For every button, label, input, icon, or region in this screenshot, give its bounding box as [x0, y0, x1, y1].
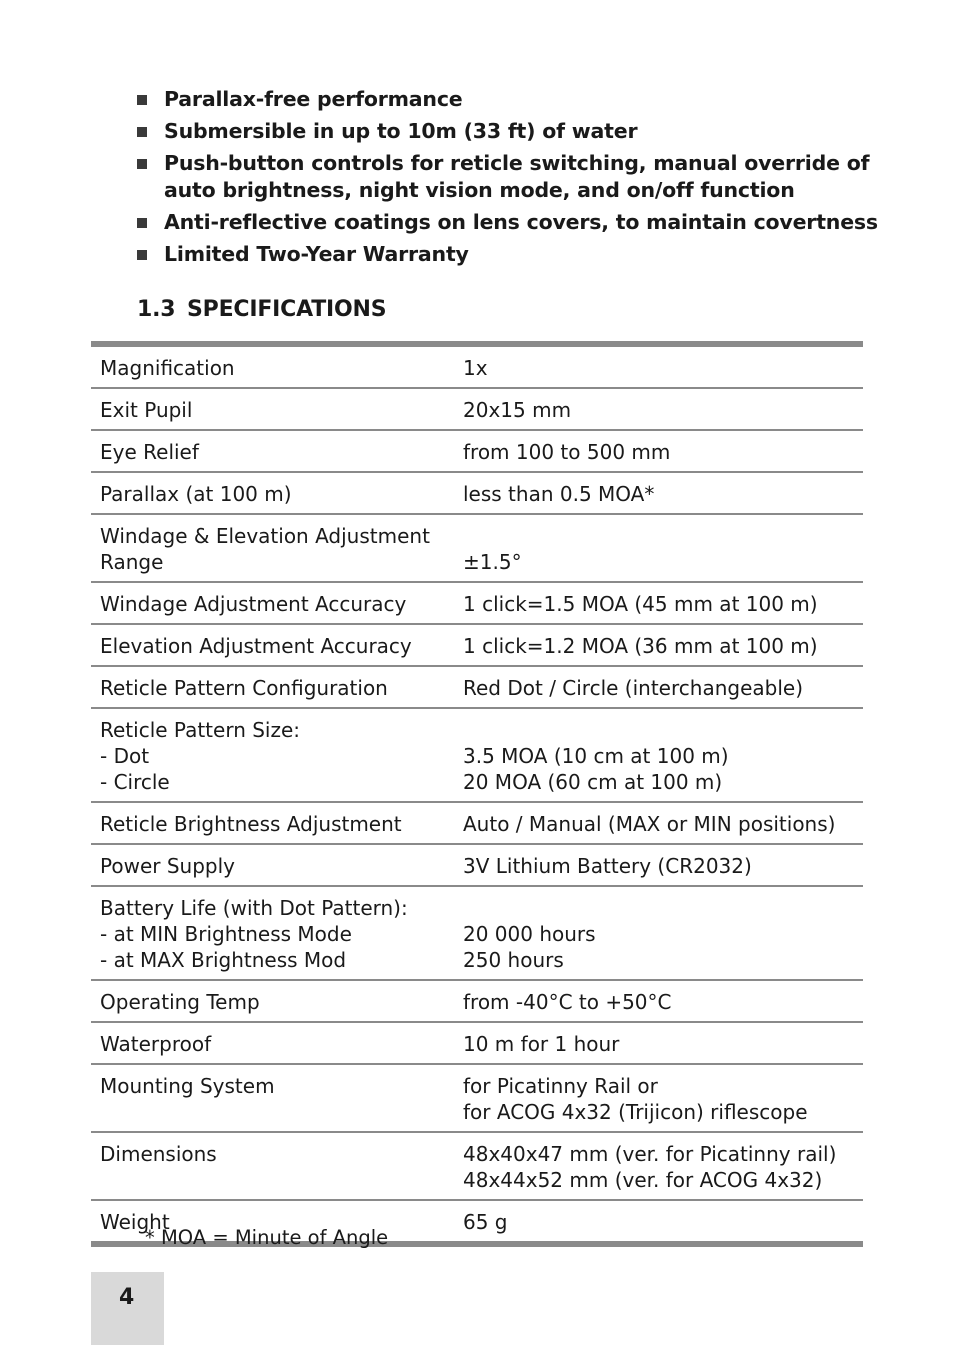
- table-row: [91, 886, 863, 980]
- spec-value-cell: [454, 430, 863, 472]
- feature-text: Push-button controls for reticle switching, manual override of: [164, 151, 870, 175]
- page-number-box: [91, 1272, 164, 1345]
- section-title: SPECIFICATIONS: [187, 297, 387, 322]
- spec-value: 250 hours: [463, 948, 564, 972]
- spec-value: 3.5 MOA (10 cm at 100 m): [463, 744, 729, 768]
- spec-label: Weight: [100, 1210, 170, 1234]
- spec-label: Reticle Brightness Adjustment: [100, 812, 402, 836]
- spec-label-cell: [91, 708, 454, 802]
- feature-text: Submersible in up to 10m (33 ft) of water: [164, 119, 638, 143]
- spec-label: Dimensions: [100, 1142, 217, 1166]
- bullet-square-icon: [137, 127, 147, 137]
- bullet-square-icon: [137, 95, 147, 105]
- spec-value-cell: [454, 344, 863, 388]
- feature-text: auto brightness, night vision mode, and on/off function: [164, 178, 795, 202]
- spec-label: Battery Life (with Dot Pattern):: [100, 896, 408, 920]
- spec-value: less than 0.5 MOA*: [463, 482, 655, 506]
- spec-value: 1 click=1.5 MOA (45 mm at 100 m): [463, 592, 818, 616]
- bullet-square-icon: [137, 218, 147, 228]
- spec-value-cell: [454, 1064, 863, 1132]
- table-row: [91, 514, 863, 582]
- spec-label: Eye Relief: [100, 440, 199, 464]
- feature-item: [137, 209, 878, 236]
- spec-value: Red Dot / Circle (interchangeable): [463, 676, 803, 700]
- table-row: [91, 388, 863, 430]
- spec-value-cell: [454, 624, 863, 666]
- spec-label: Reticle Pattern Size:: [100, 718, 301, 742]
- spec-label-cell: [91, 886, 454, 980]
- spec-label-cell: [91, 980, 454, 1022]
- spec-label: Windage & Elevation Adjustment: [100, 524, 430, 548]
- spec-label: - Dot: [100, 744, 150, 768]
- spec-value-cell: [454, 980, 863, 1022]
- spec-label: - at MAX Brightness Mod: [100, 948, 347, 972]
- spec-value-cell: [454, 708, 863, 802]
- feature-list: [137, 86, 878, 273]
- spec-value: 48x44x52 mm (ver. for ACOG 4x32): [463, 1168, 823, 1192]
- spec-label-cell: [91, 1022, 454, 1064]
- spec-value-cell: [454, 472, 863, 514]
- spec-label-cell: [91, 802, 454, 844]
- spec-value: 48x40x47 mm (ver. for Picatinny rail): [463, 1142, 837, 1166]
- feature-item: [137, 150, 870, 204]
- feature-text: Parallax-free performance: [164, 87, 463, 111]
- table-row: [91, 624, 863, 666]
- spec-value-cell: [454, 514, 863, 582]
- spec-value: 1x: [463, 356, 488, 380]
- table-row: [91, 980, 863, 1022]
- spec-value: 20 MOA (60 cm at 100 m): [463, 770, 723, 794]
- spec-label: Magnification: [100, 356, 235, 380]
- spec-label-cell: [91, 388, 454, 430]
- section-heading: [137, 296, 386, 324]
- spec-label-cell: [91, 514, 454, 582]
- spec-value: from -40°C to +50°C: [463, 990, 672, 1014]
- table-row: [91, 1022, 863, 1064]
- spec-value: 20x15 mm: [463, 398, 572, 422]
- spec-value: 65 g: [463, 1210, 508, 1234]
- spec-value-cell: [454, 1200, 863, 1244]
- spec-label-cell: [91, 344, 454, 388]
- table-row: [91, 666, 863, 708]
- spec-value: 1 click=1.2 MOA (36 mm at 100 m): [463, 634, 818, 658]
- spec-label-cell: [91, 1064, 454, 1132]
- spec-label-cell: [91, 472, 454, 514]
- spec-value-cell: [454, 1022, 863, 1064]
- spec-label: Mounting System: [100, 1074, 275, 1098]
- spec-label: Reticle Pattern Configuration: [100, 676, 388, 700]
- bullet-square-icon: [137, 159, 147, 169]
- table-row: [91, 1064, 863, 1132]
- table-row: [91, 844, 863, 886]
- spec-value: 20 000 hours: [463, 922, 596, 946]
- spec-label: Windage Adjustment Accuracy: [100, 592, 407, 616]
- specifications-table: [91, 341, 863, 1247]
- spec-value: 3V Lithium Battery (CR2032): [463, 854, 752, 878]
- spec-value-cell: [454, 582, 863, 624]
- table-row: [91, 802, 863, 844]
- specifications-table-body: [91, 344, 863, 1244]
- spec-label: Power Supply: [100, 854, 235, 878]
- feature-item: [137, 86, 867, 113]
- spec-value-cell: [454, 844, 863, 886]
- spec-label-cell: [91, 1132, 454, 1200]
- spec-label: Parallax (at 100 m): [100, 482, 292, 506]
- spec-value-cell: [454, 1132, 863, 1200]
- spec-value-cell: [454, 802, 863, 844]
- spec-label-cell: [91, 666, 454, 708]
- page-number: 4: [119, 1285, 135, 1310]
- table-row: [91, 708, 863, 802]
- spec-label: Operating Temp: [100, 990, 260, 1014]
- spec-value-cell: [454, 388, 863, 430]
- spec-label: Elevation Adjustment Accuracy: [100, 634, 412, 658]
- spec-label: Range: [100, 550, 164, 574]
- spec-value: ±1.5°: [463, 550, 522, 574]
- spec-label: - Circle: [100, 770, 170, 794]
- spec-label: Exit Pupil: [100, 398, 193, 422]
- table-row: [91, 582, 863, 624]
- spec-label: Waterproof: [100, 1032, 212, 1056]
- section-number: 1.3: [137, 297, 176, 322]
- spec-value: for ACOG 4x32 (Trijicon) riflescope: [463, 1100, 808, 1124]
- spec-value-cell: [454, 886, 863, 980]
- spec-value: Auto / Manual (MAX or MIN positions): [463, 812, 836, 836]
- spec-label-cell: [91, 430, 454, 472]
- table-row: [91, 344, 863, 388]
- spec-label-cell: [91, 624, 454, 666]
- feature-text: Limited Two-Year Warranty: [164, 242, 469, 266]
- table-row: [91, 472, 863, 514]
- spec-value-cell: [454, 666, 863, 708]
- footnote: * MOA = Minute of Angle: [145, 1226, 389, 1249]
- spec-label-cell: [91, 582, 454, 624]
- table-row: [91, 430, 863, 472]
- spec-value: for Picatinny Rail or: [463, 1074, 658, 1098]
- spec-label: - at MIN Brightness Mode: [100, 922, 352, 946]
- spec-value: from 100 to 500 mm: [463, 440, 671, 464]
- spec-value: 10 m for 1 hour: [463, 1032, 620, 1056]
- table-row: [91, 1132, 863, 1200]
- feature-text: Anti-reflective coatings on lens covers, to maintain covertness: [164, 210, 878, 234]
- feature-item: [137, 118, 867, 145]
- bullet-square-icon: [137, 250, 147, 260]
- spec-label-cell: [91, 844, 454, 886]
- feature-item: [137, 241, 867, 268]
